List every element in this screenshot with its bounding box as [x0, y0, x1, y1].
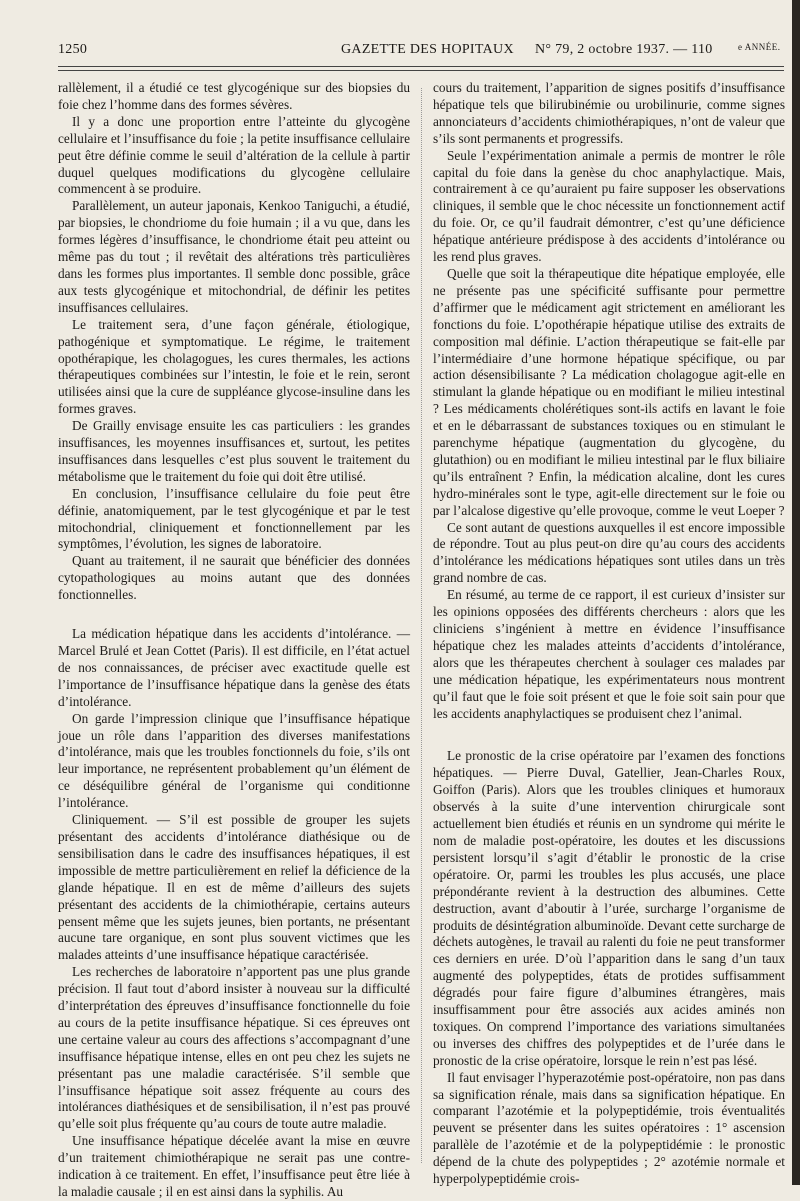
year-label: e ANNÉE. [738, 42, 781, 52]
paragraph: Quant au traitement, il ne saurait que bénéficier des données cytopathologiques au moins autant que des données fonctionnelles. [58, 553, 410, 603]
paragraph: Les recherches de laboratoire n’apportent pas une plus grande précision. Il faut tout d’abord insister à nouveau sur la difficulté d’interprétation des épreuves d’insuffisance fonctionnelle du foie au cours de la petite insuffisance hépatique. Si ces épreuves ont une certaine valeur au cours des affections s’accompagnant d’une insuffisance hépatique intense, elles en ont peu chez les sujets ne présentant pas une maladie caractérisée. S’il semble que l’insuffisance hépatique soit assez fréquente au cours des intolérances diathésiques et de sensibilisation, il n’est pas prouvé qu’elle soit plus fréquente qu’au cours de toute autre maladie. [58, 964, 410, 1132]
paragraph: Parallèlement, un auteur japonais, Kenkoo Taniguchi, a étudié, par biopsies, le chondriome du foie humain ; il a vu que, dans les formes légères d’insuffisance, le chondriome était peu atteint ou même pas du tout ; il revêtait des altérations très particulières dans les formes plus importantes. Il semble donc possible, grâce aux tests glycogénique et mitochondrial, de définir les petites insuffisances cellulaires. [58, 198, 410, 315]
paragraph: Quelle que soit la thérapeutique dite hépatique employée, elle ne présente pas une spécificité suffisante pour permettre d’affirmer que le médicament agit strictement en améliorant les fonctions du foie. L’opothérapie hépatique utilise des extraits de composition mal définie. L’action thérapeutique se fait-elle par l’intermédiaire d’une hormone hépatique spécifique, ou par action désensibilisante ? La médication cholagogue agit-elle en stimulant la glande hépatique ou en modifiant le milieu intestinal ? Les médicaments cholérétiques sont-ils actifs en lavant le foie et en le débarrassant de substances toxiques ou en stimulant le parenchyme hépatique (augmentation du glycogène, du glutathion) ou en modifiant le milieu intestinal par le flux biliaire qu’ils entraînent ? Enfin, la médication alcaline, dont les cures hydro-minérales sont le type, agit-elle directement sur le foie ou par l’alcalose digestive qu’elle provoque, comme le veut Loeper ? [433, 265, 785, 518]
paragraph: Cliniquement. — S’il est possible de grouper les sujets présentant des accidents d’intolérance diathésique ou de sensibilisation dans le cadre des insuffisances hépatiques, il est impossible de mettre particulièrement en relief la déficience de la glande hépatique. Il en est de même d’ailleurs des sujets présentant des accidents de la chimiothérapie, certains auteurs pensent même que les sujets jeunes, bien portants, ne présentant aucune tare organique, en sont plus souvent victimes que les malades atteints d’une insuffisance hépatique caractérisée. [58, 812, 410, 963]
paragraph: Une insuffisance hépatique décelée avant la mise en œuvre d’un traitement chimiothérapique ne serait pas une contre-indication à ce traitement. En effet, l’insuffisance peut être liée à la maladie causale ; il en est ainsi dans la syphilis. Au [58, 1133, 410, 1199]
section-paragraph-medication: La médication hépatique dans les accidents d’intolérance. — Marcel Brulé et Jean Cottet (Paris). Il est difficile, en l’état actuel de nos connaissances, de préciser avec exactitude quelle est l’importance de l’insuffisance hépatique dans la genèse des états d’intolérance. [58, 626, 410, 709]
issue-info: N° 79, 2 octobre 1937. — 110 [535, 42, 713, 57]
paragraph: De Grailly envisage ensuite les cas particuliers : les grandes insuffisances, les moyennes insuffisances et, surtout, les petites insuffisances dans lesquelles c’est plus souvent le traitement du métabolisme que le traitement du foie qui doit être utilisé. [58, 418, 410, 484]
paragraph: Seule l’expérimentation animale a permis de montrer le rôle capital du foie dans la genèse du choc anaphylactique. Mais, contrairement à ce qu’auraient pu faire supposer les observations cliniques, il semble que le choc nécessite un fonctionnement actif du foie. Or, ce qu’il faudrait démontrer, c’est qu’une déficience hépatique antérieure prédispose à des accidents d’intolérance ou les rend plus graves. [433, 147, 785, 265]
paragraph: Le traitement sera, d’une façon générale, étiologique, pathogénique et symptomatique. Le régime, le traitement opothérapique, les cholagogues, les cures thermales, les actions thérapeutiques combinées sur l’intestin, le foie et le rein, seront utilisées ainsi que la cure de suppléance glycose-insuline dans les formes graves. [58, 316, 410, 417]
paragraph: Il faut envisager l’hyperazotémie post-opératoire, non pas dans sa signification rénale, mais dans sa signification hépatique. En comparant l’azotémie et la polypeptidémie, trois éventualités peuvent se présenter dans les suites opératoires : 1° ascension parallèle de l’azotémie et de la polypeptidémie : le pronostic dépend de la chute des polypeptides ; 2° azotémie normale et hyperpolypeptidémie crois- [433, 1069, 785, 1187]
section-paragraph-pronostic: Le pronostic de la crise opératoire par l’examen des fonctions hépatiques. — Pierre Duval, Gatellier, Jean-Charles Roux, Goiffon (Paris). Alors que les troubles cliniques et humoraux observés à la suite d’une intervention chirurgicale sont actuellement bien étudiés et réunis en un syndrome qui mérite le nom de maladie post-opératoire, les doutes et les discussions persistent lorsqu’il s’agit d’établir le pronostic de la crise opératoire. Or, parmi les troubles les plus accusés, une place prépondérante revient à la destruction des albumines. Cette destruction, avant d’aboutir à l’urée, surcharge l’organisme de produits de désintégration albuminoïde. Devant cette surcharge de déchets autogènes, le travail au ralenti du foie ne peut transformer ces derniers en urée. D’où l’apparition dans le sang d’un taux augmenté des polypeptides, états de protides suffisamment dégradés pour faire figure d’albumines étrangères, mais insuffisamment pour être associés aux acides aminés non toxiques. On comprend l’importance des variations simultanées ou inverses des chiffres des polypeptides et de l’urée dans le pronostic de la crise opératoire, lorsque le rein n’est pas lésé. [433, 748, 786, 1068]
journal-title: GAZETTE DES HOPITAUX [341, 42, 514, 57]
paragraph: Il y a donc une proportion entre l’atteinte du glycogène cellulaire et l’insuffisance du foie ; la petite insuffisance cellulaire peut être définie comme le seuil d’altération de la cellule à partir duquel quelques modifications du glycogène cellulaire commencent à se produire. [58, 113, 410, 197]
left-column [58, 80, 410, 1199]
paragraph: Ce sont autant de questions auxquelles il est encore impossible de répondre. Tout au plus peut-on dire qu’au cours des accidents d’intolérance les médications hépatiques sont utiles dans un très grand nombre de cas. [433, 519, 785, 586]
paragraph: On garde l’impression clinique que l’insuffisance hépatique joue un rôle dans l’apparition des diverses manifestations d’intolérance, mais que les troubles fonctionnels du foie, s’ils ont leur importance, ne représentent probablement qu’un élément de ce déséquilibre général de l’organisme qui conditionne l’intolérance. [58, 710, 410, 811]
page-number: 1250 [58, 42, 88, 57]
header-rule [58, 66, 784, 67]
running-header [58, 36, 784, 64]
paragraph: En résumé, au terme de ce rapport, il est curieux d’insister sur les opinions opposées des différents chercheurs : alors que les cliniciens s’ingénient à mettre en évidence l’insuffisance hépatique chez les malades atteints d’accidents d’intolérance, alors que les thérapeutes cherchent à soulager ces malades par une médication hépatique, les expérimentateurs nous montrent qu’il faut que le foie soit présent et que le foie soit sain pour que les accidents anaphylactiques se produisent chez l’animal. [433, 587, 785, 721]
page-edge-shadow [792, 0, 800, 1185]
paragraph: rallèlement, il a étudié ce test glycogénique sur des biopsies du foie chez l’homme dans des formes sévères. [58, 80, 410, 112]
right-column [433, 80, 786, 1187]
paragraph: cours du traitement, l’apparition de signes positifs d’insuffisance hépatique tels que bilirubinémie ou urobilinurie, comme signes annonciateurs d’accidents chimiothérapiques, n’ont de valeur que s’ils sont permanents et progressifs. [433, 80, 785, 146]
header-rule-double [58, 70, 784, 71]
paragraph: En conclusion, l’insuffisance cellulaire du foie peut être définie, anatomiquement, par le test glycogénique et par le test mitochondrial, cliniquement et fonctionnellement par les symptômes, l’évolution, les signes de laboratoire. [58, 485, 410, 552]
column-divider [421, 88, 422, 1163]
